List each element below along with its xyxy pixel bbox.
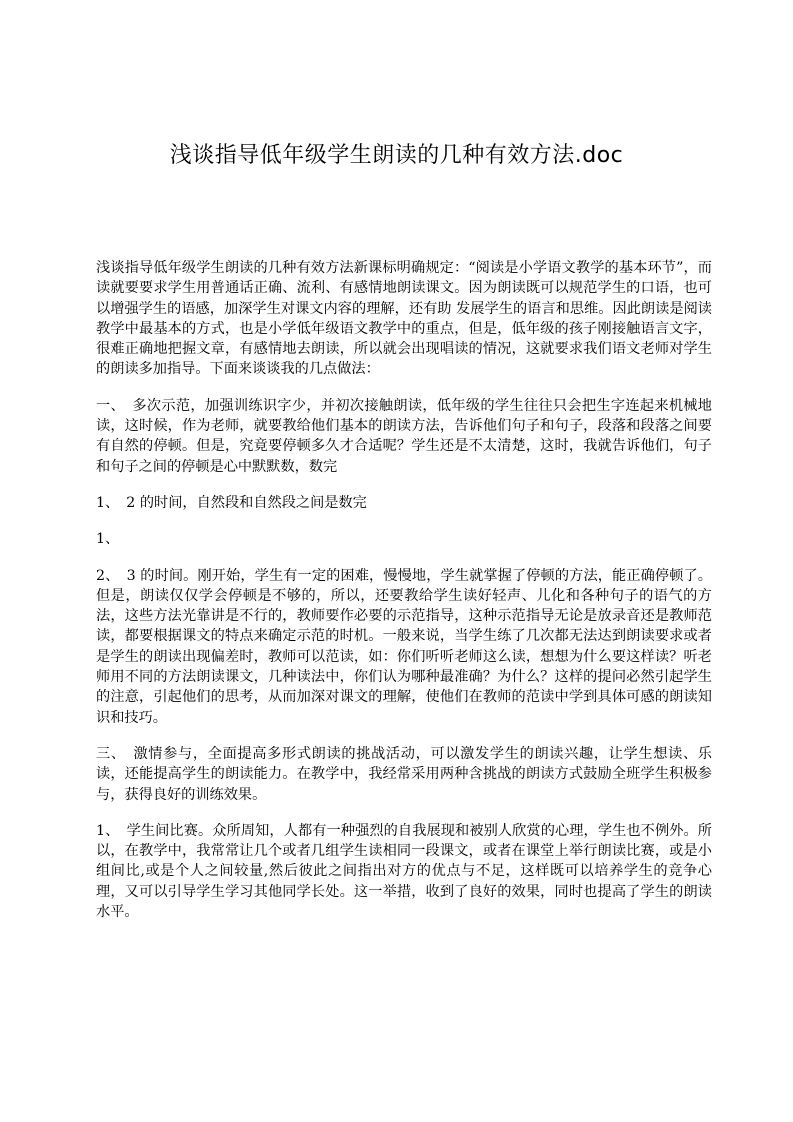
paragraph-count-two-three: 2、 3 的时间。刚开始，学生有一定的困难，慢慢地，学生就掌握了停顿的方法，能正确停顿了。但是，朗读仅仅学会停顿是不够的，所以，还要教给学生读好轻声、儿化和各种句子的语气的方法，这些方法光靠讲是不行的，教师要作必要的示范指导，这种示范指导无论是放录音还是教师范读，都要根据课文的特点来确定示范的时机。一般来说，当学生练了几次都无法达到朗读要求或者是学生的朗读出现偏差时，教师可以范读，如：你们听听老师这么读，想想为什么要这样读？听老师用不同的方法朗读课文，几种读法中，你们认为哪种最准确？为什么？这样的提问必然引起学生的注意，引起他们的思考，从而加深对课文的理解，使他们在教师的范读中学到具体可感的朗读知识和技巧。 xyxy=(96,567,712,726)
paragraph-student-competition: 1、 学生间比赛。众所周知，人都有一种强烈的自我展现和被别人欣赏的心理，学生也不例外。所以，在教学中，我常常让几个或者几组学生读相同一段课文，或者在课堂上举行朗读比赛，或是小组间比,或是个人之间较量,然后彼此之间指出对方的优点与不足，这样既可以培养学生的竞争心理，又可以引导学生学习其他同学长处。这一举措，收到了良好的效果，同时也提高了学生的朗读水平。 xyxy=(96,822,712,921)
paragraph-intro: 浅谈指导低年级学生朗读的几种有效方法新课标明确规定：“阅读是小学语文教学的基本环节”，而读就要要求学生用普通话正确、流利、有感情地朗读课文。因为朗读既可以规范学生的口语，也可以增强学生的语感，加深学生对课文内容的理解，还有助 发展学生的语言和思维。因此朗读是阅读教学中最基本的方式，也是小学低年级语文教学中的重点，但是，低年级的孩子刚接触语言文字，很难正确地把握文章，有感情地去朗读，所以就会出现唱读的情况，这就要求我们语文老师对学生的朗读多加指导。下面来谈谈我的几点做法： xyxy=(96,260,712,378)
document-body xyxy=(96,258,712,938)
paragraph-count-one-two: 1、 2 的时间，自然段和自然段之间是数完 xyxy=(96,494,367,511)
paragraph-count-one: 1、 xyxy=(96,531,120,548)
paragraph-section-three: 三、 激情参与，全面提高多形式朗读的挑战活动，可以激发学生的朗读兴趣，让学生想读、乐读，还能提高学生的朗读能力。在教学中，我经常采用两种含挑战的朗读方式鼓励全班学生积极参与，获得良好的训练效果。 xyxy=(96,745,712,803)
document-title: 浅谈指导低年级学生朗读的几种有效方法.doc xyxy=(169,143,624,168)
paragraph-section-one: 一、 多次示范，加强训练识字少，并初次接触朗读，低年级的学生往往只会把生字连起来机械地读，这时候，作为老师，就要教给他们基本的朗读方法，告诉他们句子和句子，段落和段落之间要有自然的停顿。但是，究竟要停顿多久才合适呢？学生还是不太清楚，这时，我就告诉他们，句子和句子之间的停顿是心中默默数，数完 xyxy=(96,397,712,475)
